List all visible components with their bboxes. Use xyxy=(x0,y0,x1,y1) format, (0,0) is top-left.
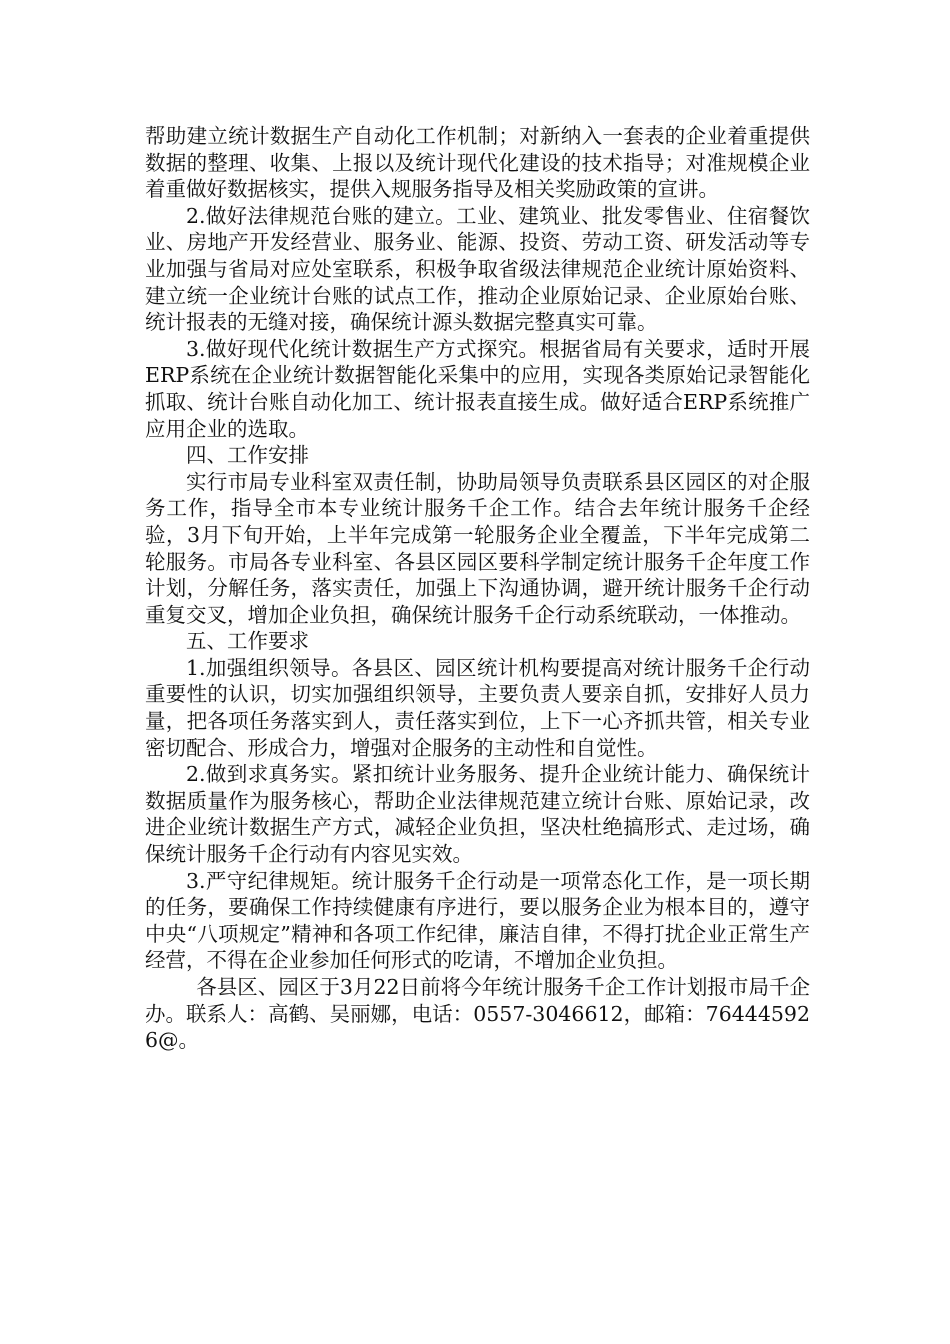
paragraph-work-arrangement: 实行市局专业科室双责任制，协助局领导负责联系县区园区的对企服务工作，指导全市本专业统计服务千企工作。结合去年统计服务千企经验，3月下旬开始，上半年完成第一轮服务企业全覆盖，下半年完成第二轮服务。市局各专业科室、各县区园区要科学制定统计服务千企年度工作计划，分解任务，落实责任，加强上下沟通协调，避开统计服务千企行动重复交叉，增加企业负担，确保统计服务千企行动系统联动，一体推动。 xyxy=(145,469,810,627)
document-body xyxy=(145,123,810,1054)
section-heading-4: 四、工作安排 xyxy=(186,443,309,468)
paragraph-contact: 各县区、园区于3月22日前将今年统计服务千企工作计划报市局千企办。联系人：高鹤、吴丽娜，电话：0557-3046612，邮箱：764445926@。 xyxy=(145,975,810,1053)
section-heading-5: 五、工作要求 xyxy=(186,629,309,654)
paragraph-requirement-2: 2.做到求真务实。紧扣统计业务服务、提升企业统计能力、确保统计数据质量作为服务核心，帮助企业法律规范建立统计台账、原始记录，改进企业统计数据生产方式，减轻企业负担，坚决杜绝搞形式、走过场，确保统计服务千企行动有内容见实效。 xyxy=(145,762,810,867)
paragraph-requirement-3: 3.严守纪律规矩。统计服务千企行动是一项常态化工作，是一项长期的任务，要确保工作持续健康有序进行，要以服务企业为根本目的，遵守中央“八项规定”精神和各项工作纪律，廉洁自律，不得打扰企业正常生产经营，不得在企业参加任何形式的吃请，不增加企业负担。 xyxy=(145,868,810,973)
paragraph-item-3: 3.做好现代化统计数据生产方式探究。根据省局有关要求，适时开展ERP系统在企业统计数据智能化采集中的应用，实现各类原始记录智能化抓取、统计台账自动化加工、统计报表直接生成。做好适合ERP系统推广应用企业的选取。 xyxy=(145,336,810,441)
paragraph-item-2: 2.做好法律规范台账的建立。工业、建筑业、批发零售业、住宿餐饮业、房地产开发经营业、服务业、能源、投资、劳动工资、研发活动等专业加强与省局对应处室联系，积极争取省级法律规范企业统计原始资料、建立统一企业统计台账的试点工作，推动企业原始记录、企业原始台账、统计报表的无缝对接，确保统计源头数据完整真实可靠。 xyxy=(145,203,810,335)
paragraph-continuation: 帮助建立统计数据生产自动化工作机制；对新纳入一套表的企业着重提供数据的整理、收集、上报以及统计现代化建设的技术指导；对准规模企业着重做好数据核实，提供入规服务指导及相关奖励政策的宣讲。 xyxy=(145,124,810,202)
paragraph-requirement-1: 1.加强组织领导。各县区、园区统计机构要提高对统计服务千企行动重要性的认识，切实加强组织领导，主要负责人要亲自抓，安排好人员力量，把各项任务落实到人，责任落实到位，上下一心齐抓共管，相关专业密切配合、形成合力，增强对企服务的主动性和自觉性。 xyxy=(145,655,810,760)
